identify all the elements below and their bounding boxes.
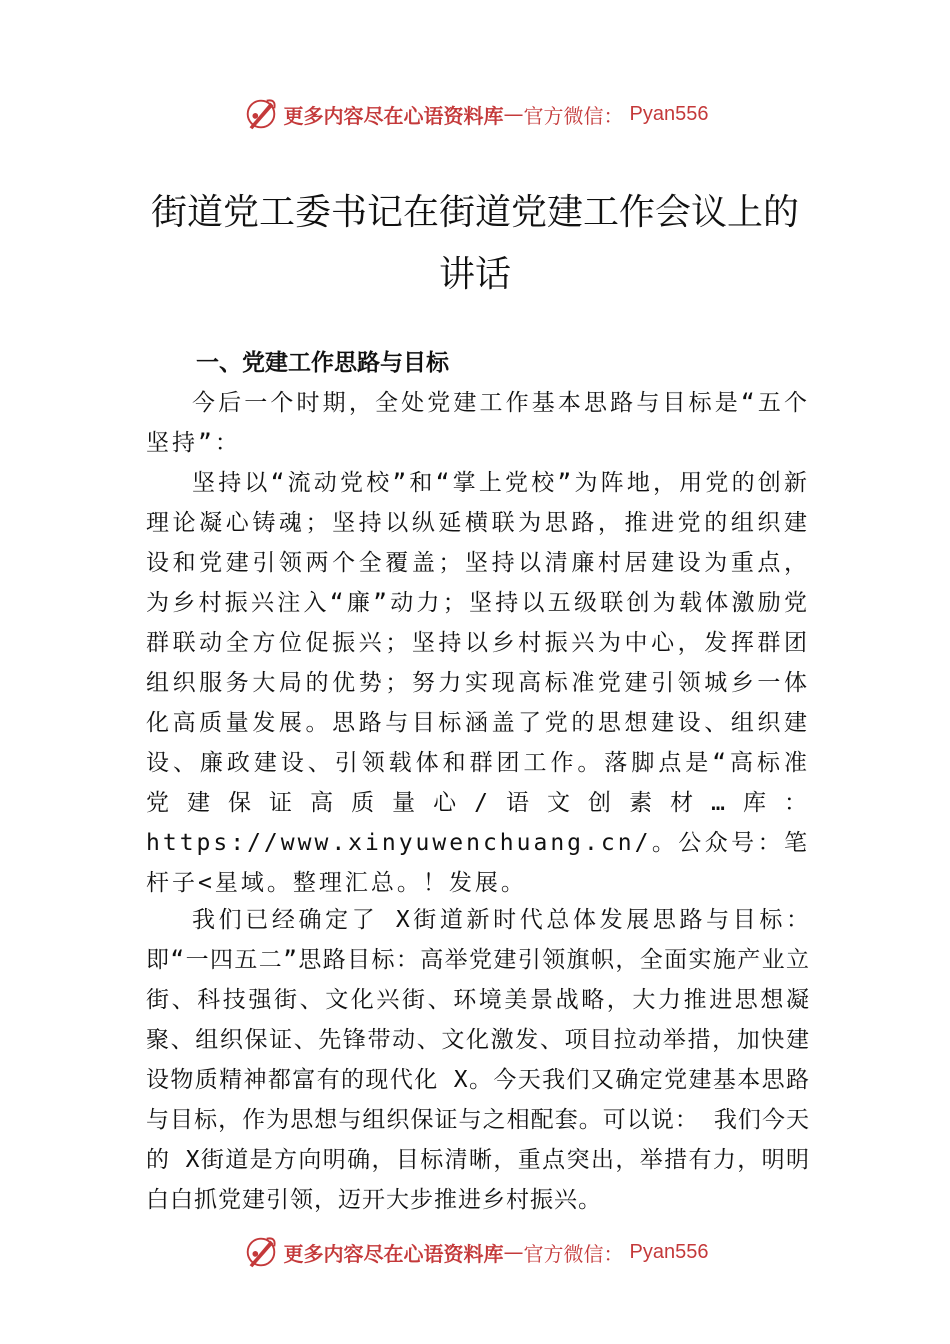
section-heading: 一、党建工作思路与目标 [196, 350, 449, 376]
document-title: 街道党工委书记在街道党建工作会议上的讲话 [150, 192, 799, 295]
quill-seal-logo-icon [242, 95, 280, 133]
watermark-separator: — [503, 1240, 524, 1264]
watermark-brand: 更多内容尽在心语资料库 [283, 1241, 504, 1266]
watermark-wechat-label: 官方微信： [523, 103, 624, 128]
watermark-wechat-label: 官方微信： [523, 1241, 624, 1266]
watermark-brand: 更多内容尽在心语资料库 [283, 103, 504, 128]
paragraph-2 [146, 463, 810, 903]
watermark-banner-top [0, 92, 950, 136]
watermark-wechat-id: Pyan556 [629, 1240, 709, 1263]
paragraph-text: 我们已经确定了 X街道新时代总体发展思路与目标：即“一四五二”思路目标：高举党建引领旗帜，全面实施产业立街、科技强街、文化兴街、环境美景战略，大力推进思想凝聚、组织保证、先锋带动、文化激发、项目拉动举措，加快建设物质精神都富有的现代化 X。今天我们又确定党建基本思路与目标，作为思想与组织保证与之相配套。可以说： 我们今天的 X街道是方向明确，目标清晰，重点突出，举措有力，明明白白抓党建引领，迈开大步推进乡村振兴。 [146, 907, 810, 1213]
paragraph-3 [146, 900, 810, 1220]
watermark-wechat-id: Pyan556 [629, 102, 709, 125]
watermark-banner-bottom [0, 1230, 950, 1274]
quill-seal-logo-icon [242, 1233, 280, 1271]
watermark-separator: — [503, 102, 524, 126]
paragraph-text: 今后一个时期，全处党建工作基本思路与目标是“五个坚持”： [146, 390, 810, 456]
paragraph-1 [146, 383, 810, 463]
paragraph-text: 坚持以“流动党校”和“掌上党校”为阵地，用党的创新理论凝心铸魂；坚持以纵延横联为思路，推进党的组织建设和党建引领两个全覆盖；坚持以清廉村居建设为重点，为乡村振兴注入“廉”动力；坚持以五级联创为载体激励党群联动全方位促振兴；坚持以乡村振兴为中心，发挥群团组织服务大局的优势；努力实现高标准党建引领城乡一体化高质量发展。思路与目标涵盖了党的思想建设、组织建设、廉政建设、引领载体和群团工作。落脚点是“高标准党建保证高质量心/语文创素材…库：https://www.xinyuwenchuang.cn/。公众号：笔杆子<星域。整理汇总。！发展。 [146, 470, 810, 896]
